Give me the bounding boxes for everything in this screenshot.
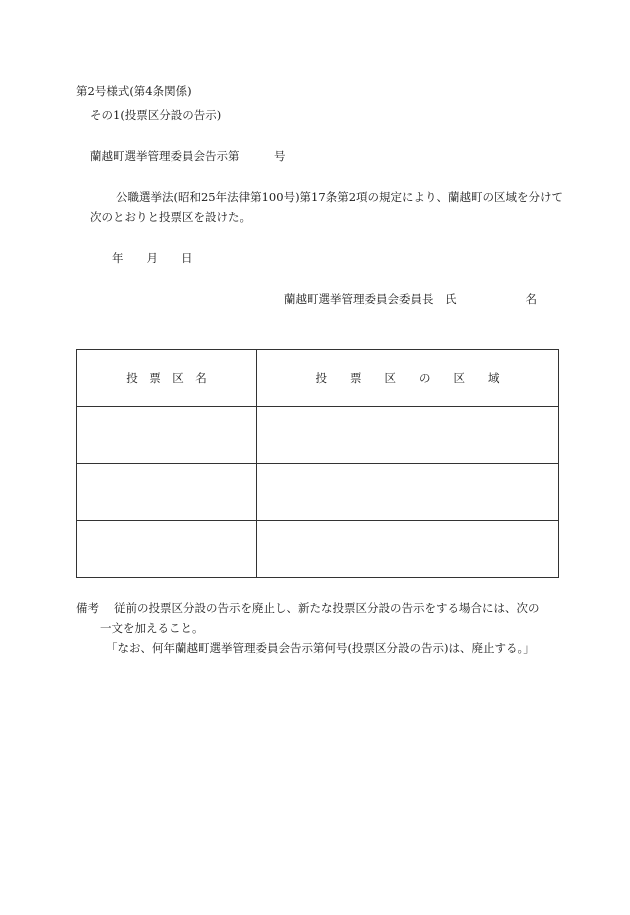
notice-number: 蘭越町選挙管理委員会告示第 号 (90, 149, 286, 163)
table-row (77, 521, 559, 578)
table-header-row (77, 350, 559, 407)
remarks-line-1: 従前の投票区分設の告示を廃止し、新たな投票区分設の告示をする場合には、次の (114, 601, 540, 615)
remarks-label: 備考 (76, 601, 99, 615)
district-area-cell[interactable] (257, 407, 559, 464)
header-district-name (77, 350, 257, 407)
form-label: 第2号様式(第4条関係) (76, 84, 192, 98)
voting-district-table (76, 349, 559, 578)
district-area-cell[interactable] (257, 521, 559, 578)
header-district-area (257, 350, 559, 407)
header-district-name-label: 投 票 区 名 (126, 371, 207, 385)
table-row (77, 464, 559, 521)
district-name-cell[interactable] (77, 521, 257, 578)
remarks-line-3: 「なお、何年蘭越町選挙管理委員会告示第何号(投票区分設の告示)は、廃止する。」 (106, 641, 535, 655)
form-subtitle: その1(投票区分設の告示) (90, 108, 222, 122)
district-name-cell[interactable] (77, 464, 257, 521)
remarks-line-2: 一文を加えること。 (100, 621, 204, 635)
signature-line: 蘭越町選挙管理委員会委員長 氏 名 (284, 292, 537, 306)
body-line-1: 公職選挙法(昭和25年法律第100号)第17条第2項の規定により、蘭越町の区域を分けて (116, 190, 564, 204)
district-area-cell[interactable] (257, 464, 559, 521)
header-district-area-label: 投 票 区 の 区 域 (315, 371, 500, 385)
table-row (77, 407, 559, 464)
district-name-cell[interactable] (77, 407, 257, 464)
body-line-2: 次のとおりと投票区を設けた。 (90, 210, 251, 224)
date-line: 年 月 日 (112, 251, 193, 265)
